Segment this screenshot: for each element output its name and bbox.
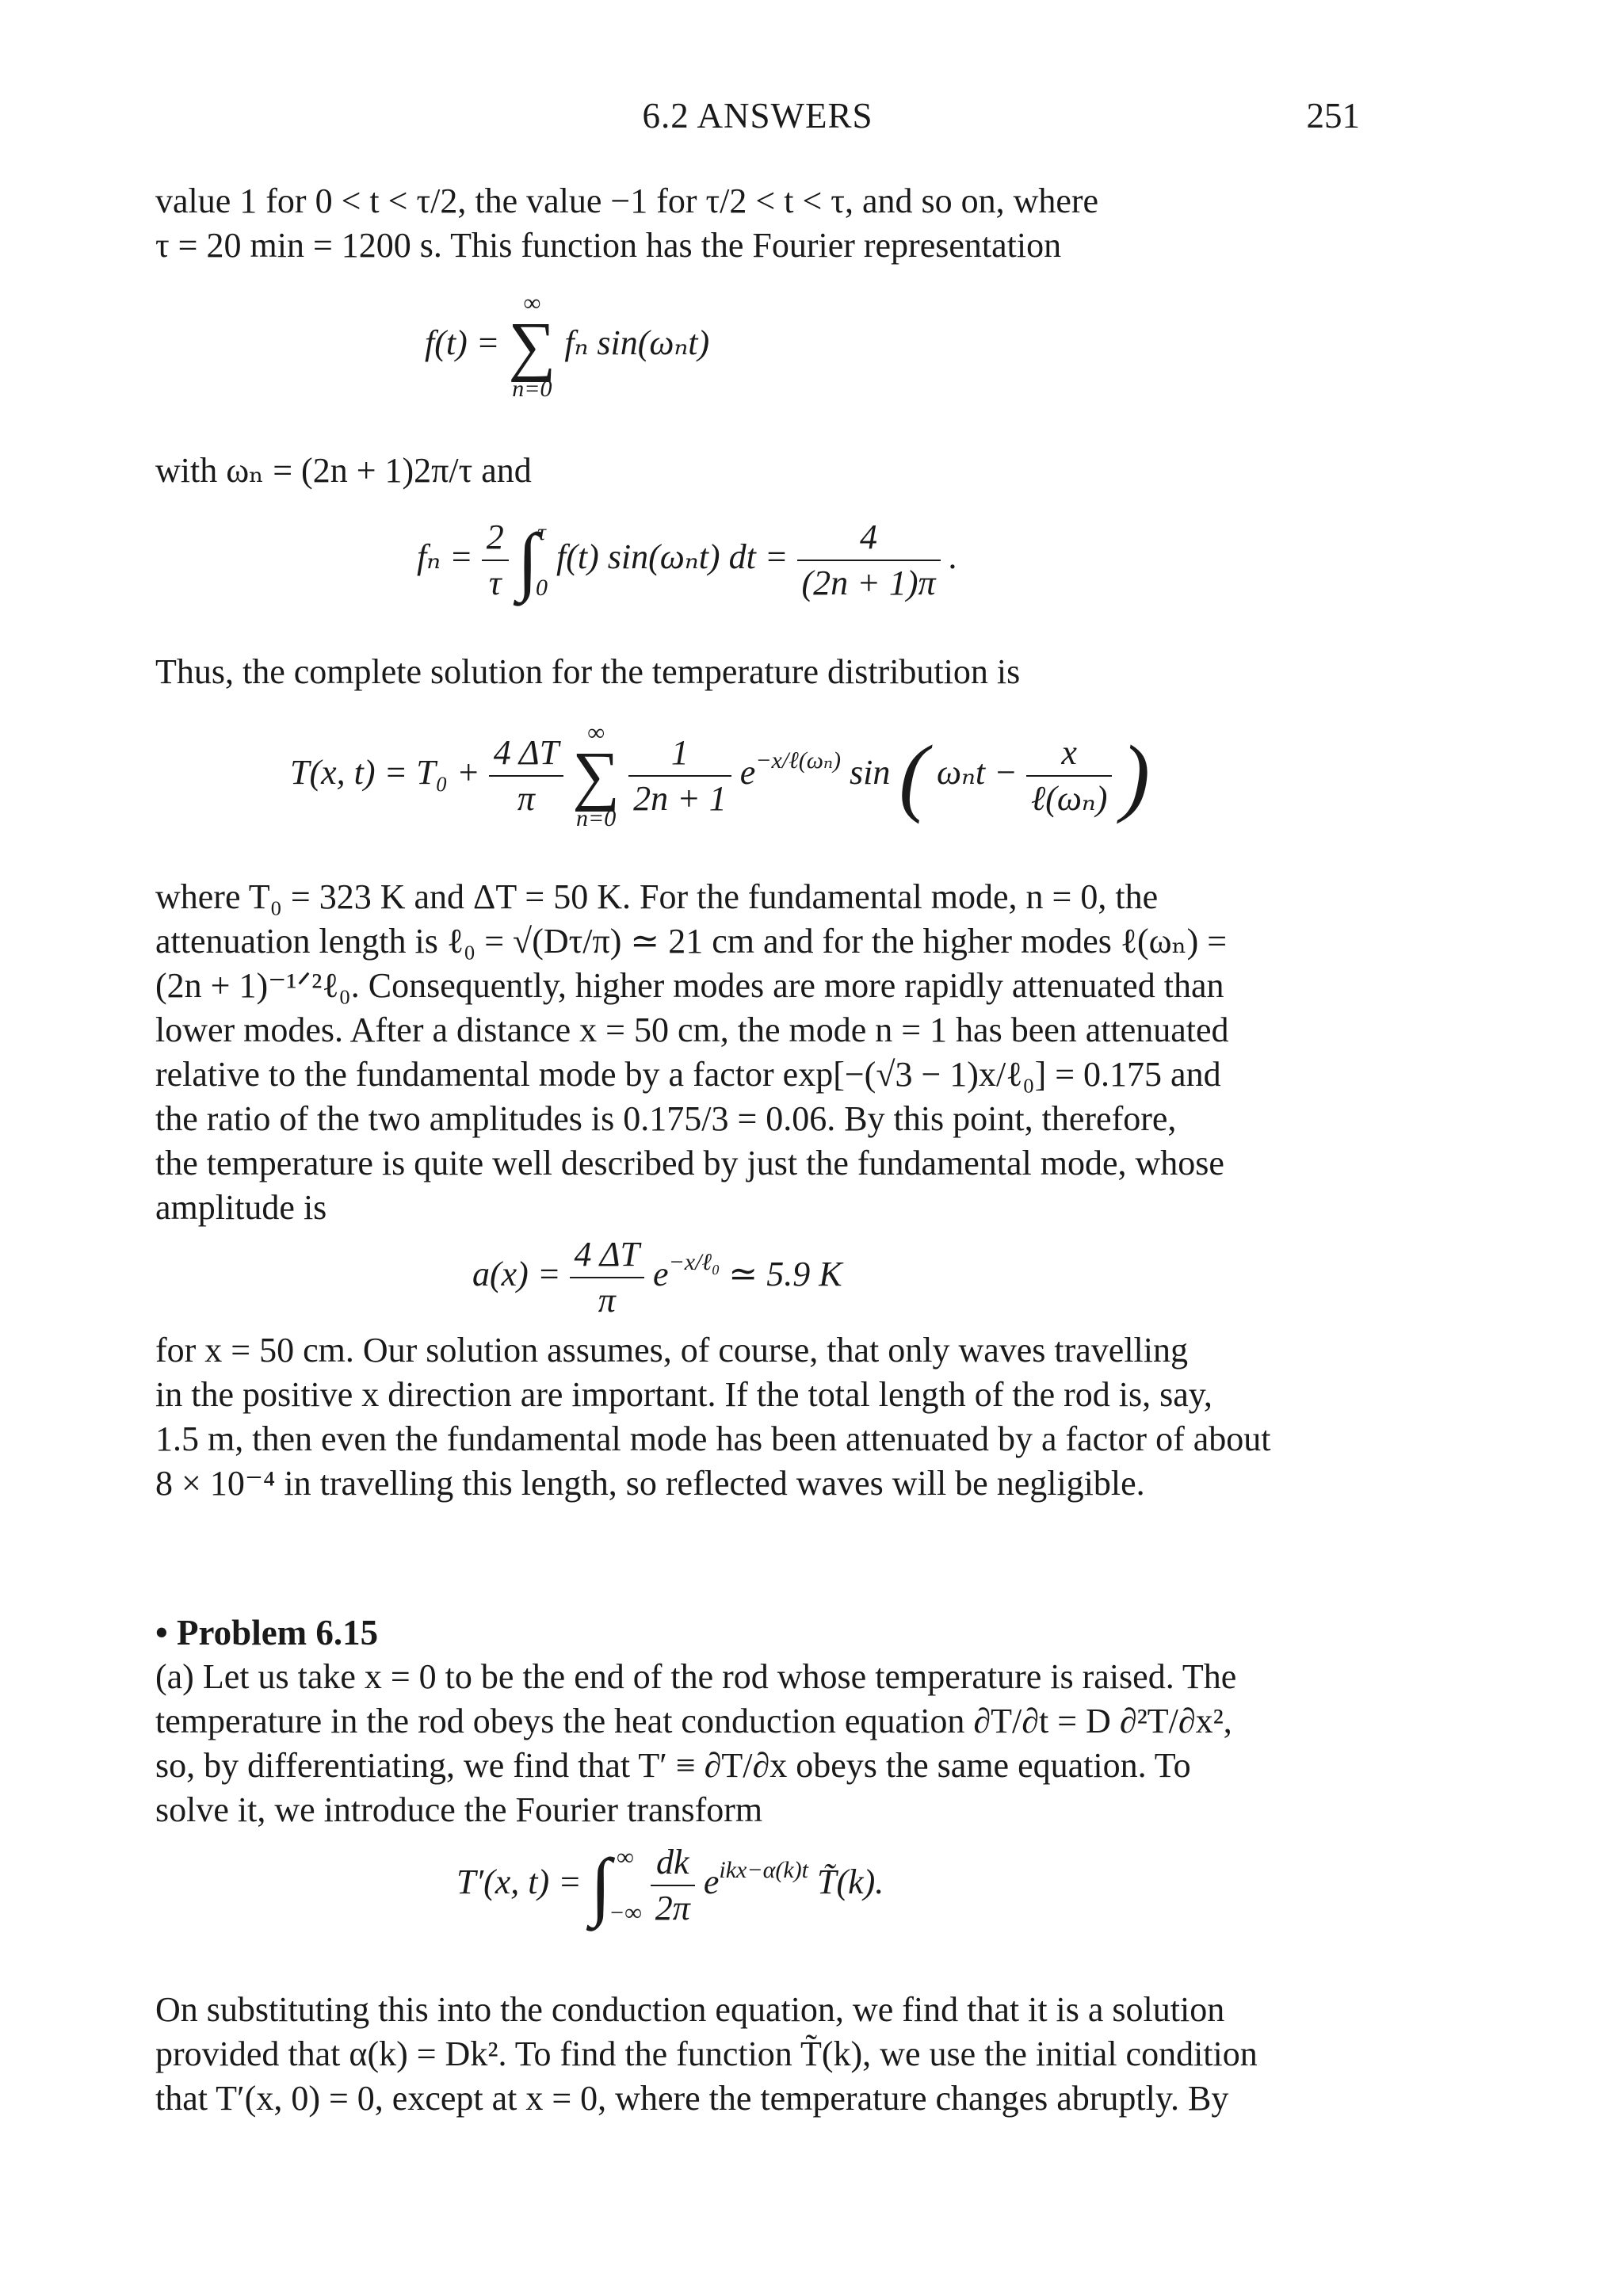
text-line: the temperature is quite well described by just the fundamental mode, whose (155, 1144, 1224, 1182)
paragraph-2 (155, 449, 1360, 493)
paragraph-1 (155, 179, 1360, 268)
equation-fourier-transform (456, 1840, 1623, 1931)
paragraph-4 (155, 875, 1360, 1230)
fraction (489, 731, 564, 821)
denominator: (2n + 1)π (797, 560, 941, 606)
numerator: 4 ΔT (574, 1235, 640, 1274)
integral-symbol: ∫ (590, 1843, 612, 1927)
equation-lhs: T′(x, t) = (456, 1862, 590, 1902)
denominator: π (570, 1277, 645, 1323)
text-line: provided that α(k) = Dk². To find the function T̃(k), we use the initial condition (155, 2034, 1258, 2073)
fraction (570, 1232, 645, 1323)
denominator: τ (482, 560, 509, 606)
equation-temperature-distribution (290, 721, 1495, 831)
right-paren: ) (1121, 728, 1151, 824)
sum-lower-limit: n=0 (576, 805, 617, 831)
text-line: value 1 for 0 < t < τ/2, the value −1 for τ/2 < t < τ, and so on, where (155, 181, 1099, 220)
paragraph-3 (155, 650, 1360, 694)
sigma-symbol: ∑ (572, 739, 621, 812)
text-line: On substituting this into the conduction equation, we find that it is a solution (155, 1990, 1225, 2029)
equation-lhs: a(x) = (472, 1255, 570, 1294)
fraction (482, 515, 509, 606)
fraction (1026, 731, 1113, 821)
page-number: 251 (1306, 96, 1360, 136)
integral-lower-limit: −∞ (609, 1900, 642, 1926)
paragraph-6 (155, 1655, 1360, 1832)
text-line: so, by differentiating, we find that T′ ≡ ∂T/∂x obeys the same equation. To (155, 1746, 1191, 1785)
text-line: relative to the fundamental mode by a factor exp[−(√3 − 1)x/ℓ₀] = 0.175 and (155, 1055, 1221, 1094)
equation-lhs: f(t) = (425, 323, 509, 363)
exponential-base: e (653, 1255, 669, 1294)
text-line: where T₀ = 323 K and ΔT = 50 K. For the fundamental mode, n = 0, the (155, 877, 1159, 916)
text-line: solve it, we introduce the Fourier transform (155, 1790, 763, 1829)
integral-upper-limit: τ (537, 519, 546, 545)
text-line: τ = 20 min = 1200 s. This function has the Fourier representation (155, 226, 1062, 265)
bullet-icon: • (155, 1613, 168, 1652)
fraction (651, 1840, 695, 1931)
sine-function: sin (850, 753, 899, 793)
section-title: 6.2 ANSWERS (642, 96, 873, 136)
numerator: 2 (486, 518, 504, 556)
exponent: −x/ℓ(ωₙ) (755, 747, 842, 774)
integral-symbol: ∫ (517, 518, 539, 602)
exponential-base: e (739, 753, 756, 793)
text-line: that T′(x, 0) = 0, except at x = 0, where the temperature changes abruptly. By (155, 2079, 1229, 2118)
text-line: temperature in the rod obeys the heat conduction equation ∂T/∂t = D ∂²T/∂x², (155, 1702, 1232, 1740)
paragraph-5 (155, 1328, 1360, 1506)
numerator: 4 ΔT (493, 733, 559, 772)
text-line: 1.5 m, then even the fundamental mode has been attenuated by a factor of about (155, 1419, 1271, 1458)
text-line: in the positive x direction are important. If the total length of the rod is, say, (155, 1375, 1212, 1414)
sum-upper-limit: ∞ (587, 720, 605, 746)
equation-lhs: fₙ = (417, 537, 482, 577)
numerator: 4 (860, 518, 878, 556)
numerator: x (1061, 733, 1077, 772)
numerator: dk (656, 1843, 689, 1881)
text-line: amplitude is (155, 1188, 327, 1227)
problem-heading (155, 1610, 378, 1655)
fraction (628, 731, 731, 821)
numerator: 1 (670, 733, 689, 772)
page (155, 0, 1360, 2296)
equation-fourier-coefficient (417, 515, 1621, 606)
equation-rhs: ≃ 5.9 K (728, 1255, 842, 1294)
sine-argument: ωₙt − (937, 753, 1026, 793)
text-line: 8 × 10⁻⁴ in travelling this length, so reflected waves will be negligible. (155, 1464, 1145, 1503)
text-line: the ratio of the two amplitudes is 0.175/3 = 0.06. By this point, therefore, (155, 1099, 1177, 1138)
equation-rhs: T̃(k). (816, 1862, 884, 1902)
text-line: attenuation length is ℓ₀ = √(Dτ/π) ≃ 21 cm and for the higher modes ℓ(ωₙ) = (155, 922, 1228, 961)
exponent: −x/ℓ₀ (668, 1249, 720, 1276)
equation-rhs: fₙ sin(ωₙt) (564, 323, 710, 363)
integral-limits (609, 1846, 642, 1925)
equation-amplitude (472, 1232, 1623, 1323)
text-line: (a) Let us take x = 0 to be the end of the rod whose temperature is raised. The (155, 1657, 1237, 1696)
paragraph-7 (155, 1988, 1360, 2121)
left-paren: ( (899, 728, 929, 824)
sum-lower-limit: n=0 (512, 376, 552, 402)
fraction (797, 515, 941, 606)
text-line: lower modes. After a distance x = 50 cm, the mode n = 1 has been attenuated (155, 1010, 1229, 1049)
denominator: 2n + 1 (628, 775, 731, 821)
denominator: ℓ(ωₙ) (1026, 775, 1113, 821)
period: . (949, 537, 958, 577)
text-line: for x = 50 cm. Our solution assumes, of course, that only waves travelling (155, 1331, 1189, 1370)
denominator: 2π (651, 1885, 695, 1931)
running-header (155, 94, 1360, 141)
text-line: Thus, the complete solution for the temperature distribution is (155, 652, 1021, 691)
integral-limits (536, 521, 548, 600)
equation-fourier-series (425, 292, 1623, 401)
integrand: f(t) sin(ωₙt) dt = (556, 537, 797, 577)
sigma-symbol: ∑ (508, 309, 556, 383)
sum-operator (508, 292, 556, 401)
denominator: π (489, 775, 564, 821)
integral-upper-limit: ∞ (617, 1844, 634, 1870)
integral-lower-limit: 0 (536, 575, 548, 601)
sum-upper-limit: ∞ (523, 290, 541, 316)
text-line: (2n + 1)⁻¹ᐟ²ℓ₀. Consequently, higher modes are more rapidly attenuated than (155, 966, 1224, 1005)
exponential-base: e (703, 1862, 720, 1902)
exponent: ikx−α(k)t (719, 1857, 808, 1884)
sum-operator (572, 721, 620, 831)
equation-lhs: T(x, t) = T₀ + (290, 753, 489, 793)
problem-title: Problem 6.15 (177, 1613, 379, 1652)
text-line: with ωₙ = (2n + 1)2π/τ and (155, 451, 532, 490)
